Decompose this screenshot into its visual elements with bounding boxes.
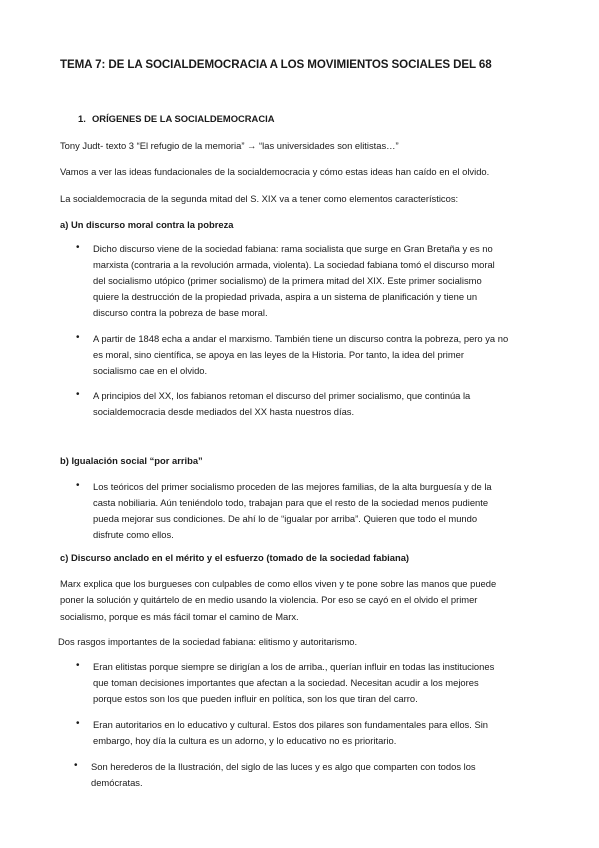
paragraph-line: poner la solución y quitártelo de en medio usando la violencia. Por eso se cayó en el olvido el primer xyxy=(60,594,478,605)
intro-line: La socialdemocracia de la segunda mitad del S. XIX va a tener como elementos característicos: xyxy=(60,193,459,204)
bullet-line: Dicho discurso viene de la sociedad fabiana: rama socialista que surge en Gran Bretaña y es no xyxy=(93,243,493,254)
bullet-line: Eran autoritarios en lo educativo y cultural. Estos dos pilares son fundamentales para ellos. Sin xyxy=(93,719,489,730)
bullet-line: casta nobiliaria. Aún teniéndolo todo, trabajan para que el resto de la sociedad menos pudiente xyxy=(93,497,489,508)
subheading-a: a) Un discurso moral contra la pobreza xyxy=(60,219,234,230)
bullet-line: que toman decisiones importantes que afectan a la sociedad. Necesitan acudir a los mejores xyxy=(93,677,479,688)
paragraph-lead: Dos rasgos importantes de la sociedad fabiana: elitismo y autoritarismo. xyxy=(58,636,358,647)
bullet-icon: • xyxy=(76,389,80,400)
section-number: 1. xyxy=(78,113,86,124)
bullet-line: quiere la destrucción de la propiedad privada, aspira a un sistema de planificación y tiene un xyxy=(93,291,478,302)
bullet-line: A partir de 1848 echa a andar el marxismo. También tiene un discurso contra la pobreza, pero ya no xyxy=(93,333,509,344)
bullet-line: A principios del XX, los fabianos retoman el discurso del primer socialismo, que continúa la xyxy=(93,390,471,401)
bullet-line: socialismo cae en el olvido. xyxy=(93,365,208,376)
bullet-line: del socialismo utópico (primer socialismo) de la primera mitad del XIX. Este primer socialismo xyxy=(93,275,482,286)
bullet-icon: • xyxy=(74,760,78,771)
bullet-line: discurso contra la pobreza de base moral. xyxy=(93,307,268,318)
bullet-line: Los teóricos del primer socialismo proceden de las mejores familias, de la alta burguesía y de la xyxy=(93,481,492,492)
bullet-line: es moral, sino científica, se apoya en las leyes de la Historia. Por tanto, la idea del primer xyxy=(93,349,465,360)
bullet-line: porque estos son los que pueden influir en política, son los que tiran del carro. xyxy=(93,693,418,704)
section-title: ORÍGENES DE LA SOCIALDEMOCRACIA xyxy=(92,113,275,124)
paragraph-line: Marx explica que los burgueses con culpables de como ellos viven y te pone sobre las manos que puede xyxy=(60,578,497,589)
bullet-icon: • xyxy=(76,480,80,491)
bullet-line: embargo, hoy día la cultura es un adorno, y lo educativo no es prioritario. xyxy=(93,735,397,746)
intro-line: Vamos a ver las ideas fundacionales de la socialdemocracia y cómo estas ideas han caído en el olvido. xyxy=(60,166,490,177)
subheading-b: b) Igualación social “por arriba” xyxy=(60,455,203,466)
bullet-line: demócratas. xyxy=(91,777,143,788)
section-heading xyxy=(78,113,274,124)
bullet-line: Son herederos de la Ilustración, del siglo de las luces y es algo que comparten con todos los xyxy=(91,761,476,772)
intro-line: Tony Judt- texto 3 “El refugio de la memoria” → “las universidades son elitistas…” xyxy=(60,140,399,151)
paragraph-line: socialismo, porque es más fácil tomar el camino de Marx. xyxy=(60,611,299,622)
bullet-icon: • xyxy=(76,332,80,343)
bullet-icon: • xyxy=(76,660,80,671)
bullet-line: marxista (contraria a la revolución armada, violenta). La sociedad fabiana tomó el discurso moral xyxy=(93,259,495,270)
bullet-line: pueda mejorar sus condiciones. De ahí lo de “igualar por arriba”. Quieren que todo el mundo xyxy=(93,513,478,524)
bullet-icon: • xyxy=(76,718,80,729)
bullet-line: disfrute como ellos. xyxy=(93,529,174,540)
subheading-c: c) Discurso anclado en el mérito y el esfuerzo (tomado de la sociedad fabiana) xyxy=(60,552,410,563)
bullet-line: socialdemocracia desde mediados del XX hasta nuestros días. xyxy=(93,406,355,417)
document-title: TEMA 7: DE LA SOCIALDEMOCRACIA A LOS MOVIMIENTOS SOCIALES DEL 68 xyxy=(60,58,492,71)
bullet-line: Eran elitistas porque siempre se dirigían a los de arriba., querían influir en todas las instituciones xyxy=(93,661,495,672)
bullet-icon: • xyxy=(76,242,80,253)
